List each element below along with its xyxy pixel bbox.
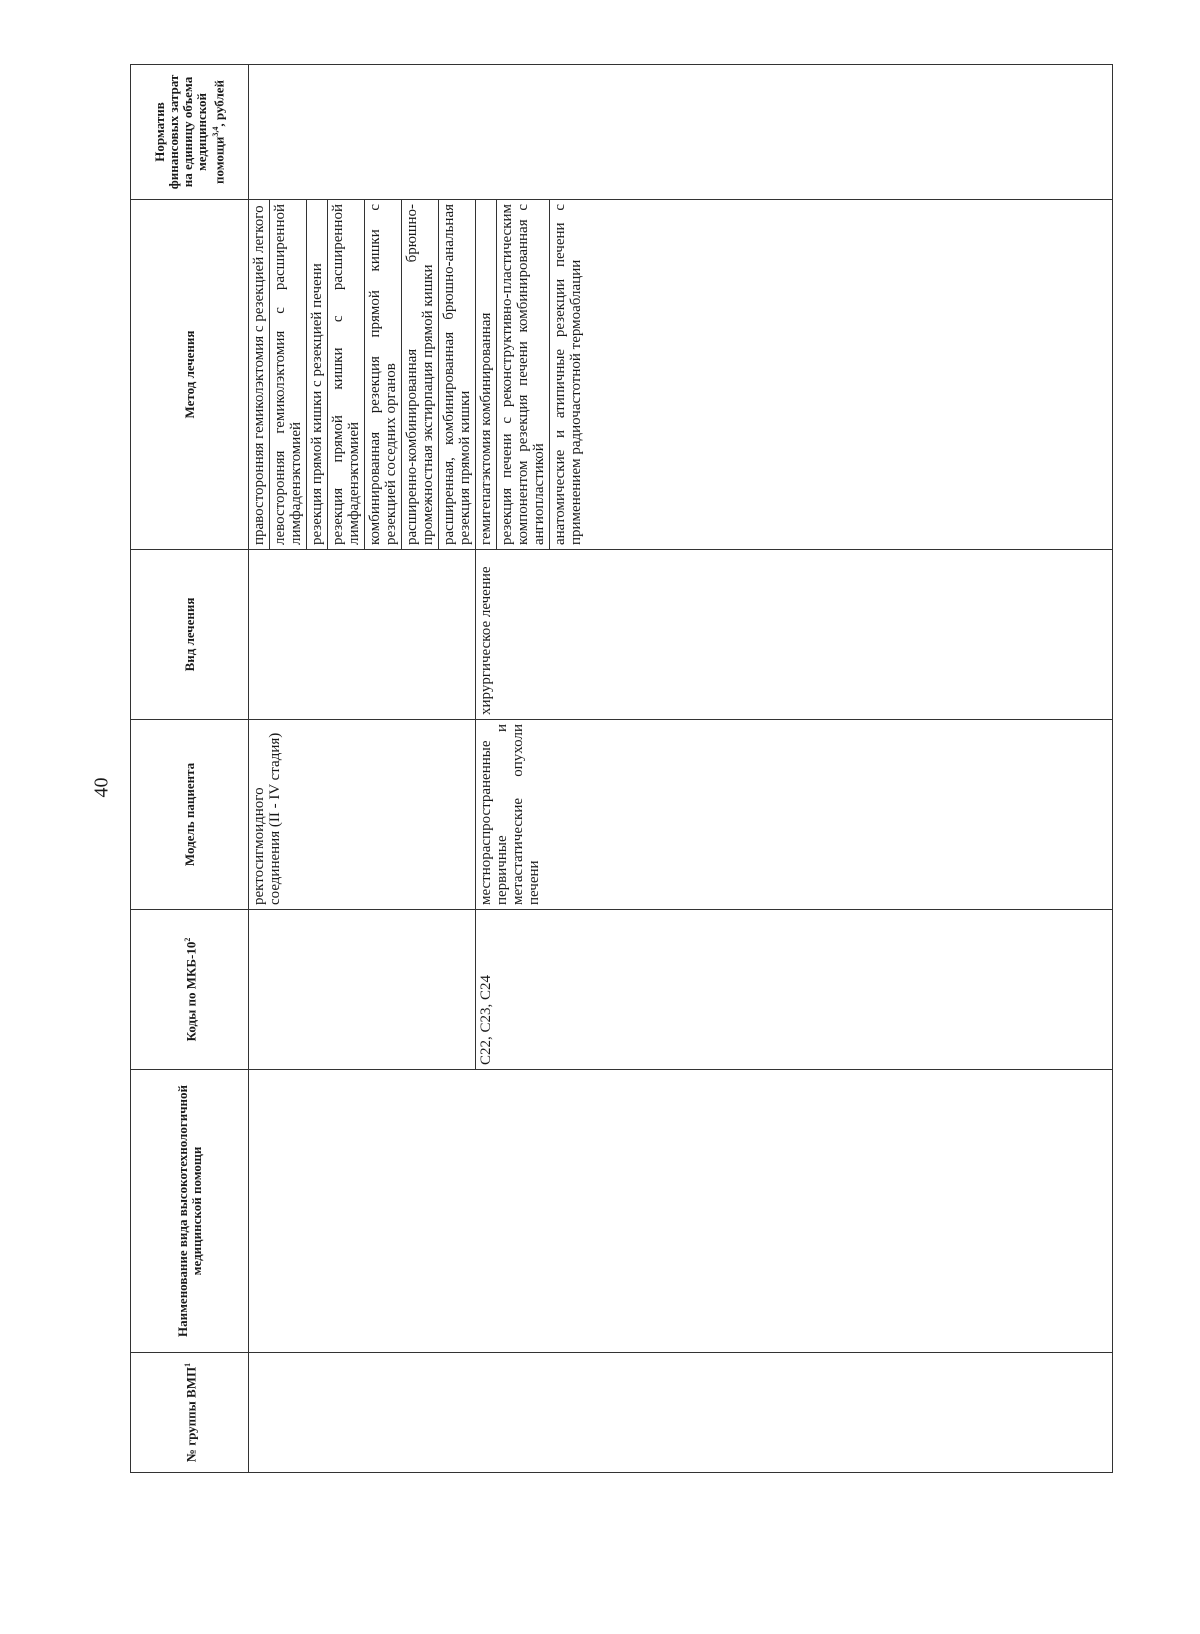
header-group-number: № группы ВМП$^1$: [131, 1353, 249, 1473]
header-cost-norm: Норматив финансовых затрат на единицу объема медицинской помощи$^{3,4}$, рублей: [131, 65, 249, 200]
treatment-type-cell: хирургическое лечение: [476, 550, 1113, 720]
cost-norm-cell: [249, 65, 1113, 200]
header-treatment-method: Метод лечения: [131, 200, 249, 550]
treatment-methods-cell: [249, 200, 476, 550]
table-row: [249, 65, 476, 1473]
method-item: резекция печени с реконструктивно-пластическим компонентом резекция печени комбинированная с ангиопластикой: [497, 200, 550, 549]
treatment-type-cell: [249, 550, 476, 720]
group-number-cell: [249, 1353, 1113, 1473]
patient-model-cell: местнораспространенные первичные и метастатические опухоли печени: [476, 720, 1113, 910]
method-item: левосторонняя гемиколэктомия с расширенной лимфаденэктомией: [270, 200, 307, 549]
header-patient-model: Модель пациента: [131, 720, 249, 910]
icd-codes-cell: C22, C23, C24: [476, 910, 1113, 1070]
care-type-cell: [249, 1070, 1113, 1353]
header-icd-codes: Коды по МКБ-$10^2$: [131, 910, 249, 1070]
method-item: расширенно-комбинированная брюшно-промежностная экстирпация прямой кишки: [402, 200, 439, 549]
method-item: гемигепатэктомия комбинированная: [476, 200, 497, 549]
treatment-methods-cell: [476, 200, 1113, 550]
rotated-table-wrapper: [130, 65, 1018, 1473]
method-item: резекция прямой кишки с резекцией печени: [307, 200, 328, 549]
method-item: комбинированная резекция прямой кишки с резекцией соседних органов: [365, 200, 402, 549]
method-item: правосторонняя гемиколэктомия с резекцией легкого: [249, 200, 270, 549]
method-item: резекция прямой кишки с расширенной лимфаденэктомией: [328, 200, 365, 549]
method-item: расширенная, комбинированная брюшно-анальная резекция прямой кишки: [441, 204, 473, 545]
header-care-type: Наименование вида высокотехнологичной медицинской помощи: [131, 1070, 249, 1353]
method-item: анатомические и атипичные резекции печени с применением радиочастотной термоаблации: [552, 204, 584, 545]
header-row: [131, 65, 249, 1473]
header-treatment-type: Вид лечения: [131, 550, 249, 720]
icd-codes-cell: [249, 910, 476, 1070]
patient-model-cell: ректосигмоидного соединения (II - IV стадия): [249, 720, 476, 910]
vmp-table: [130, 64, 1113, 1473]
page-number: 40: [90, 777, 113, 798]
